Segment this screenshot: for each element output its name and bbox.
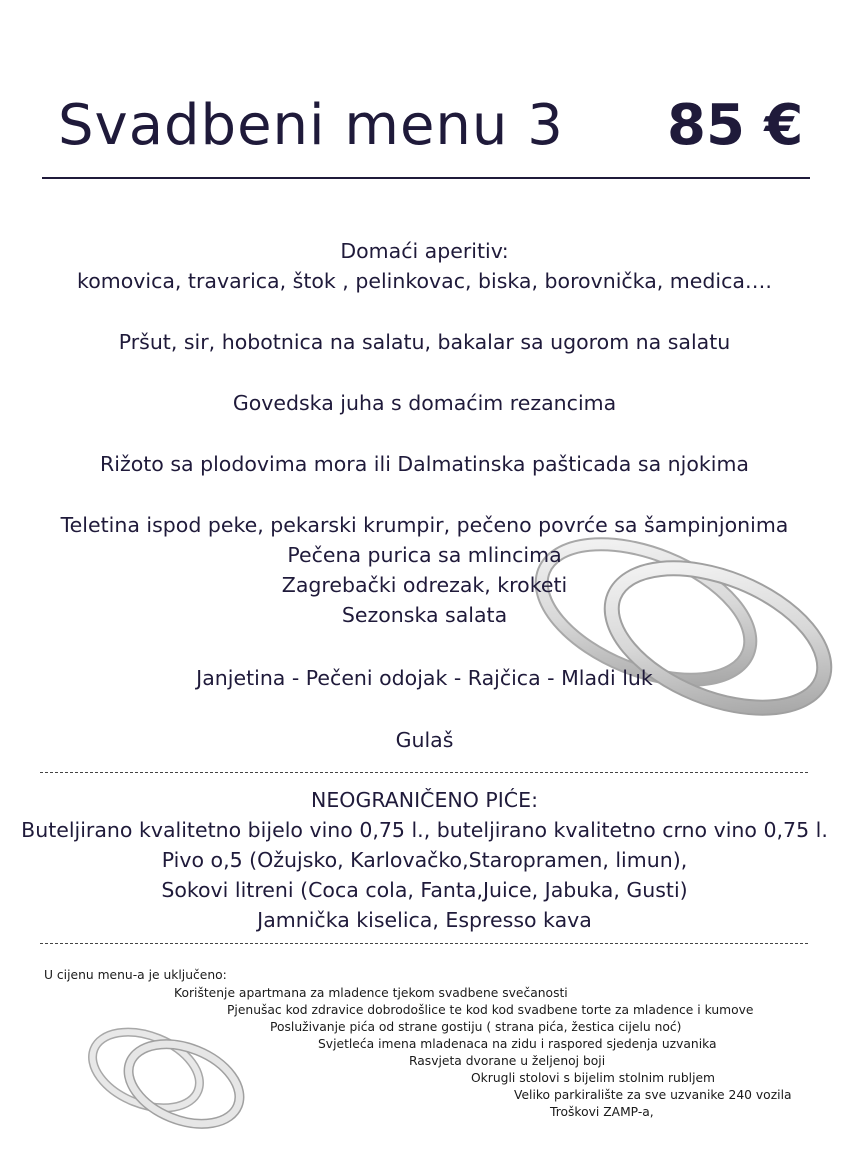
- main-course-1: Teletina ispod peke, pekarski krumpir, pečeno povrće sa šampinjonima: [60, 513, 789, 537]
- included-heading: U cijenu menu-a je uključeno:: [44, 968, 227, 982]
- drinks-title: NEOGRANIČENO PIĆE:: [311, 788, 538, 812]
- main-course-4: Sezonska salata: [341, 603, 508, 627]
- soup-block: [0, 388, 849, 418]
- aperitif-items: komovica, travarica, štok , pelinkovac, biska, borovnička, medica….: [77, 269, 772, 293]
- header-divider: [42, 177, 810, 179]
- included-item: Okrugli stolovi s bijelim stolnim rubljem: [471, 1071, 716, 1085]
- aperitif-title: Domaći aperitiv:: [340, 239, 509, 263]
- late-snack-block: [0, 725, 849, 755]
- drinks-line: Sokovi litreni (Coca cola, Fanta,Juice, Jabuka, Gusti): [161, 878, 688, 902]
- included-item: Svjetleća imena mladenaca na zidu i raspored sjedenja uzvanika: [318, 1037, 717, 1051]
- included-item: Rasvjeta dvorane u željenoj boji: [409, 1054, 606, 1068]
- warm-starter: Rižoto sa plodovima mora ili Dalmatinska pašticada sa njokima: [100, 452, 749, 476]
- included-item: Korištenje apartmana za mladence tjekom svadbene svečanosti: [174, 986, 568, 1000]
- wedding-rings-icon: [84, 1010, 249, 1140]
- drinks-line: Pivo o,5 (Ožujsko, Karlovačko,Staropramen, limun),: [161, 848, 688, 872]
- main-course-2: Pečena purica sa mlincima: [287, 543, 562, 567]
- menu-courses: [0, 236, 849, 296]
- page-title: Svadbeni menu 3: [58, 93, 564, 158]
- warm-starter-block: [0, 449, 849, 479]
- cold-starter: Pršut, sir, hobotnica na salatu, bakalar sa ugorom na salatu: [118, 330, 731, 354]
- included-item: Troškovi ZAMP-a,: [550, 1105, 654, 1119]
- main-course-3: Zagrebački odrezak, kroketi: [281, 573, 568, 597]
- late-snack: Gulaš: [395, 728, 454, 752]
- divider: [40, 772, 808, 773]
- cold-starter-block: [0, 327, 849, 357]
- included-item: Posluživanje pića od strane gostiju ( strana pića, žestica cijelu noć): [270, 1020, 682, 1034]
- drinks-section: [0, 785, 849, 935]
- roast-block: [0, 663, 849, 693]
- roast: Janjetina - Pečeni odojak - Rajčica - Mladi luk: [196, 666, 653, 690]
- drinks-line: Jamnička kiselica, Espresso kava: [257, 908, 592, 932]
- divider: [40, 943, 808, 944]
- main-course-block: [0, 510, 849, 630]
- menu-price: 85 €: [667, 93, 804, 158]
- drinks-line: Buteljirano kvalitetno bijelo vino 0,75 l., buteljirano kvalitetno crno vino 0,75 l.: [21, 818, 828, 842]
- soup: Govedska juha s domaćim rezancima: [232, 391, 617, 415]
- included-item: Pjenušac kod zdravice dobrodošlice te kod kod svadbene torte za mladence i kumove: [227, 1003, 754, 1017]
- included-item: Veliko parkiralište za sve uzvanike 240 vozila: [514, 1088, 792, 1102]
